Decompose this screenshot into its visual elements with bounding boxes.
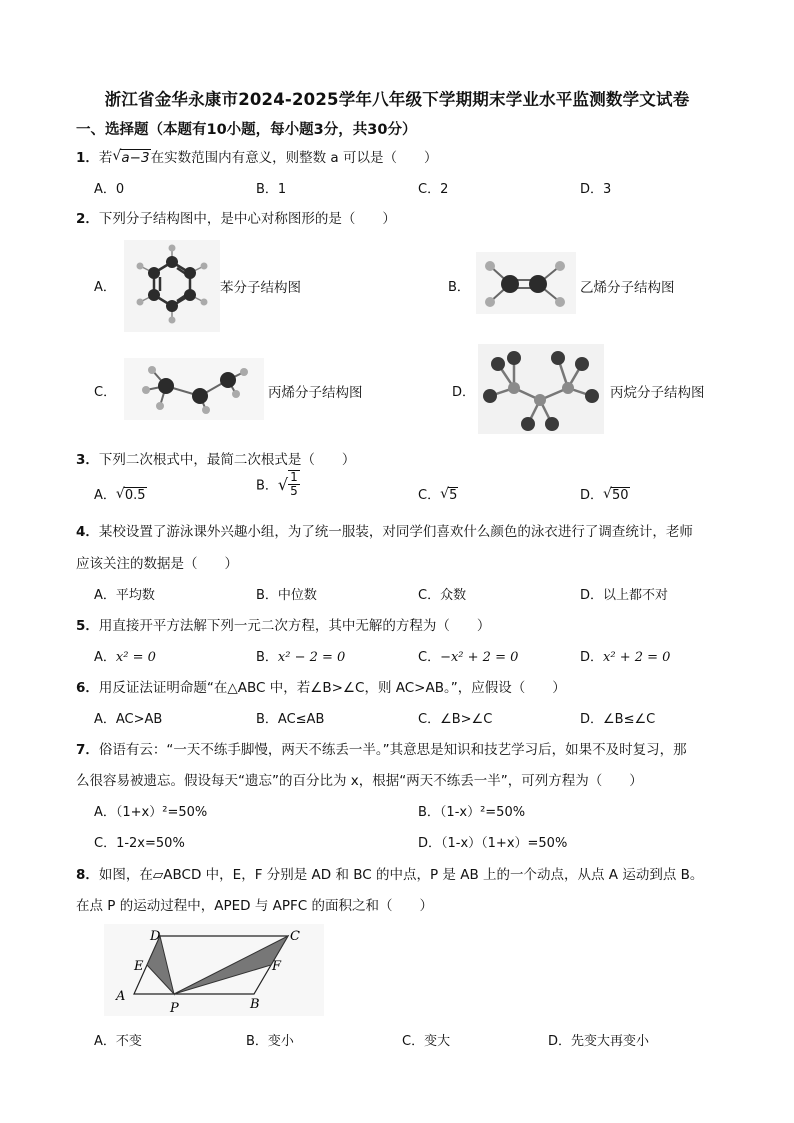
question-1: 1．若 √ a−3在实数范围内有意义，则整数 a 可以是（ ） <box>76 148 438 166</box>
q3-option-d[interactable]: D． √ 50 <box>580 486 629 503</box>
q5-option-d[interactable]: D．x² + 2 = 0 <box>580 650 671 665</box>
q6-option-d[interactable]: D．∠B≤∠C <box>580 712 656 727</box>
question-6: 6．用反证法证明命题“在△ABC 中，若∠B>∠C，则 AC>AB。”，应假设（ ） <box>76 680 566 696</box>
point-e-label: E <box>134 959 144 974</box>
ethylene-label: 乙烯分子结构图 <box>580 280 675 296</box>
propane-molecule-image <box>478 344 604 434</box>
q8-option-a[interactable]: A．不变 <box>94 1034 142 1049</box>
q4-option-a[interactable]: A．平均数 <box>94 588 155 603</box>
q3-option-c[interactable]: C． √ 5 <box>418 486 458 503</box>
question-8-line-2: 在点 P 的运动过程中，APED 与 APFC 的面积之和（ ） <box>76 898 433 914</box>
section-choice-heading: 一、选择题（本题有10小题，每小题3分，共30分） <box>76 122 417 138</box>
point-a-label: A <box>116 989 126 1004</box>
q3-option-b[interactable]: B．√ $\frac{1}{5}$ <box>256 470 298 499</box>
question-4-line-1: 4．某校设置了游泳课外兴趣小组，为了统一服装，对同学们喜欢什么颜色的泳衣进行了调查统计，老师 <box>76 524 693 540</box>
q2-option-a[interactable]: A． <box>94 280 116 295</box>
q7-option-c[interactable]: C．1-2x=50% <box>94 836 185 851</box>
question-3: 3．下列二次根式中，最简二次根式是（ ） <box>76 452 356 468</box>
q5-option-b[interactable]: B．x² − 2 = 0 <box>256 650 346 665</box>
q1-option-a[interactable]: A．0 <box>94 182 125 197</box>
q5-option-a[interactable]: A．x² = 0 <box>94 650 156 665</box>
q4-option-d[interactable]: D．以上都不对 <box>580 588 669 603</box>
q8-option-c[interactable]: C．变大 <box>402 1034 451 1049</box>
q1-option-d[interactable]: D．3 <box>580 182 612 197</box>
q4-option-c[interactable]: C．众数 <box>418 588 467 603</box>
point-c-label: C <box>290 929 300 944</box>
radical-a-minus-3: √ a−3 <box>112 148 150 166</box>
q7-option-a[interactable]: A．（1+x）²=50% <box>94 805 208 820</box>
question-8-line-1: 8．如图，在▱ABCD 中，E，F 分别是 AD 和 BC 的中点，P 是 AB 上的一个动点，从点 A 运动到点 B。 <box>76 867 704 883</box>
ethylene-molecule-image <box>476 252 576 314</box>
q8-option-b[interactable]: B．变小 <box>246 1034 294 1049</box>
parallelogram-diagram <box>104 924 324 1016</box>
fraction-numerator: 1 <box>290 470 298 484</box>
exam-title: 浙江省金华永康市2024-2025学年八年级下学期期末学业水平监测数学文试卷 <box>104 90 690 109</box>
q7-option-b[interactable]: B．（1-x）²=50% <box>418 805 526 820</box>
point-f-label: F <box>272 959 282 974</box>
point-d-label: D <box>150 929 161 944</box>
q2-option-c[interactable]: C． <box>94 385 117 400</box>
q3-option-a[interactable]: A． √ 0.5 <box>94 486 146 503</box>
question-2: 2．下列分子结构图中，是中心对称图形的是（ ） <box>76 211 396 227</box>
propylene-label: 丙烯分子结构图 <box>268 385 363 401</box>
point-b-label: B <box>250 997 260 1012</box>
q6-option-b[interactable]: B．AC≤AB <box>256 712 325 727</box>
question-5: 5．用直接开平方法解下列一元二次方程，其中无解的方程为（ ） <box>76 618 491 634</box>
question-number: 1． <box>76 150 99 166</box>
q2-option-d[interactable]: D． <box>452 385 476 400</box>
benzene-label: 苯分子结构图 <box>220 280 301 296</box>
q6-option-c[interactable]: C．∠B>∠C <box>418 712 493 727</box>
propylene-molecule-image <box>124 358 264 420</box>
q8-option-d[interactable]: D．先变大再变小 <box>548 1034 650 1049</box>
q7-option-d[interactable]: D．（1-x）（1+x）=50% <box>418 836 568 851</box>
benzene-molecule-image <box>124 240 220 332</box>
point-p-label: P <box>170 1001 179 1016</box>
fraction-denominator: 5 <box>290 484 298 499</box>
question-7-line-1: 7．俗语有云：“一天不练手脚慢，两天不练丢一半。”其意思是知识和技艺学习后，如果不及时复习，那 <box>76 742 687 758</box>
radicand: 0.5 <box>124 488 146 503</box>
q5-option-c[interactable]: C．−x² + 2 = 0 <box>418 650 519 665</box>
q1-option-c[interactable]: C．2 <box>418 182 449 197</box>
q1-option-b[interactable]: B．1 <box>256 182 287 197</box>
q4-option-b[interactable]: B．中位数 <box>256 588 317 603</box>
question-4-line-2: 应该关注的数据是（ ） <box>76 556 238 572</box>
q6-option-a[interactable]: A．AC>AB <box>94 712 163 727</box>
q2-option-b[interactable]: B． <box>448 280 470 295</box>
question-7-line-2: 么很容易被遗忘。假设每天“遗忘”的百分比为 x，根据“两天不练丢一半”，可列方程为（ ） <box>76 773 643 789</box>
propane-label: 丙烷分子结构图 <box>610 385 705 401</box>
